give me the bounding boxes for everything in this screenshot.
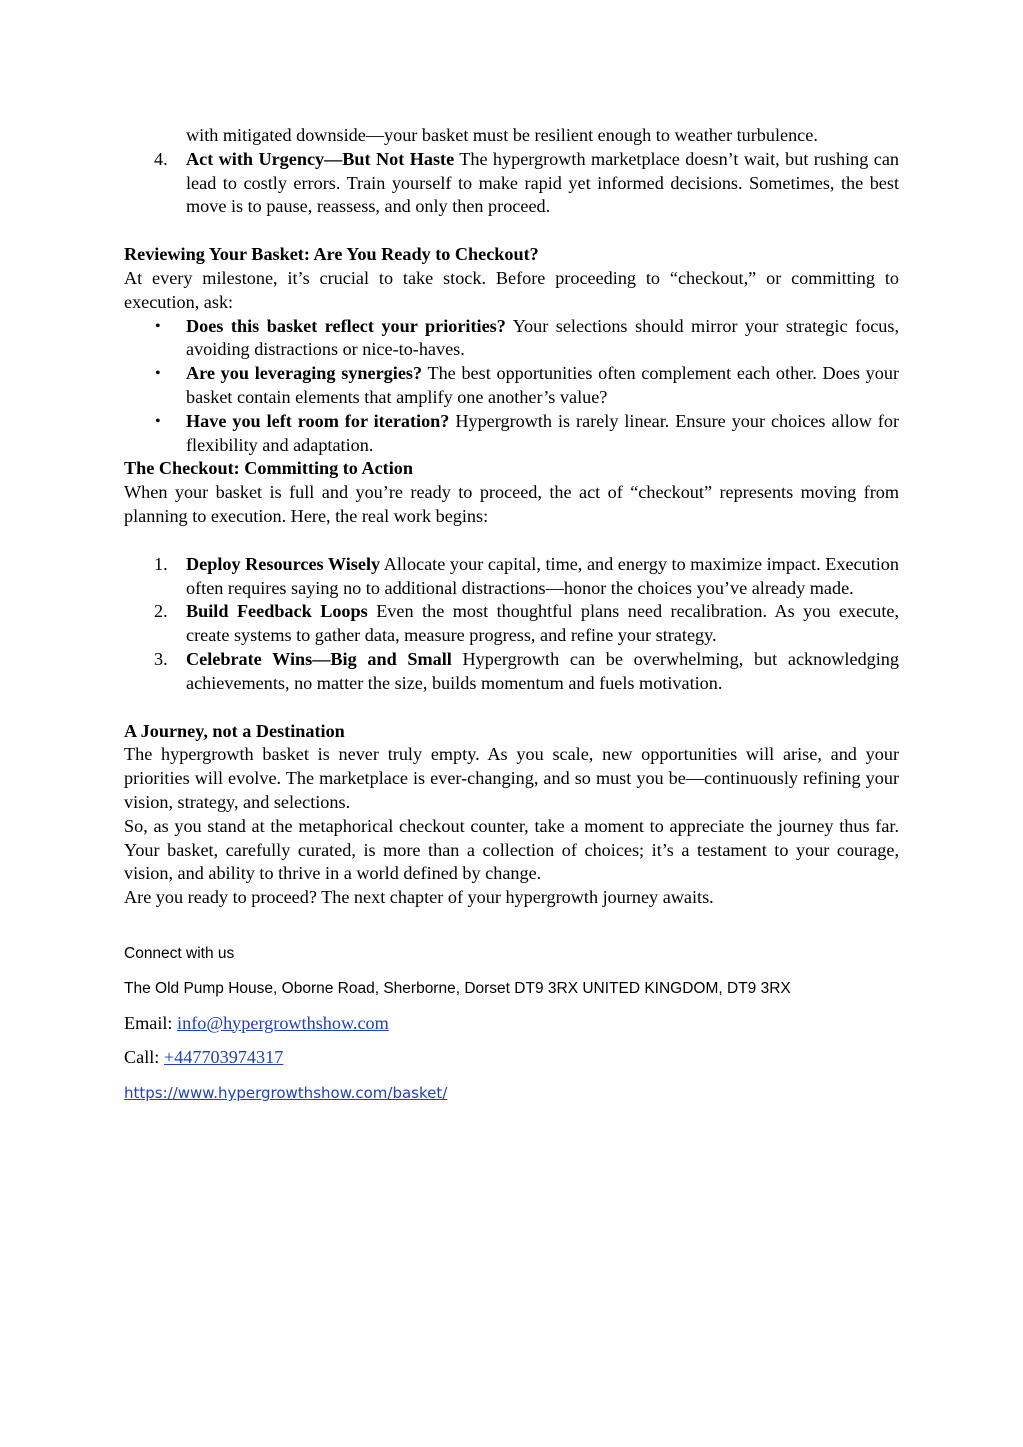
- bullet-text: Your selections should mirror your strategic focus, avoiding distractions or nice-to-haves.: [186, 315, 899, 360]
- bullet-item: [124, 362, 899, 410]
- list-item-text: The hypergrowth marketplace doesn’t wait, but rushing can lead to costly errors. Train yourself to make rapid yet informed decisions. Sometimes, the best move is to pause, reassess, and only then proceed.: [186, 148, 899, 217]
- list-item-deploy-resources: [124, 553, 899, 601]
- review-intro: At every milestone, it’s crucial to take stock. Before proceeding to “checkout,” or committing to execution, ask:: [124, 267, 899, 312]
- contact-title: Connect with us: [124, 944, 235, 962]
- list-item-celebrate-wins: [124, 648, 899, 696]
- section-heading-journey: A Journey, not a Destination: [124, 720, 345, 741]
- phone-link[interactable]: +447703974317: [163, 1047, 284, 1068]
- list-item-text: Hypergrowth can be overwhelming, but acknowledging achievements, no matter the size, builds momentum and fuels motivation.: [186, 648, 899, 693]
- contact-phone-line: [124, 1046, 899, 1070]
- list-item-continuation: [124, 124, 899, 148]
- list-number: 4.: [154, 148, 168, 169]
- list-item-title: Celebrate Wins—Big and Small: [186, 648, 452, 669]
- list-item-feedback-loops: [124, 600, 899, 648]
- journey-paragraph-1: The hypergrowth basket is never truly empty. As you scale, new opportunities will arise, and your priorities will evolve. The marketplace is ever-changing, and so must you be—continuously refining your vision, strategy, and selections.: [124, 744, 899, 812]
- contact-address: The Old Pump House, Oborne Road, Sherborne, Dorset DT9 3RX UNITED KINGDOM, DT9 3RX: [124, 979, 791, 997]
- bullet-title: Does this basket reflect your priorities?: [186, 315, 506, 336]
- list-item-title: Act with Urgency—But Not Haste: [186, 148, 455, 169]
- contact-email-line: [124, 1012, 899, 1036]
- section-heading-review: Reviewing Your Basket: Are You Ready to Checkout?: [124, 244, 539, 265]
- bullet-icon: •: [155, 412, 161, 430]
- bullet-text: Hypergrowth is rarely linear. Ensure your choices allow for flexibility and adaptation.: [186, 410, 900, 455]
- list-item-title: Build Feedback Loops: [186, 601, 368, 622]
- phone-label: Call:: [124, 1047, 164, 1068]
- email-label: Email:: [124, 1012, 178, 1033]
- list-number: 1.: [154, 553, 168, 574]
- list-item-text: Even the most thoughtful plans need recalibration. As you execute, create systems to gather data, measure progress, and refine your strategy.: [186, 601, 899, 646]
- website-link[interactable]: https://www.hypergrowthshow.com/basket/: [124, 1084, 448, 1103]
- bullet-icon: •: [155, 317, 161, 335]
- bullet-item: [124, 410, 899, 458]
- email-link[interactable]: info@hypergrowthshow.com: [177, 1012, 389, 1033]
- list-number: 2.: [154, 601, 168, 622]
- list-item-text: with mitigated downside—your basket must be resilient enough to weather turbulence.: [186, 125, 818, 145]
- checkout-intro: When your basket is full and you’re ready to proceed, the act of “checkout” represents moving from planning to execution. Here, the real work begins:: [124, 482, 899, 526]
- bullet-title: Are you leveraging synergies?: [186, 363, 423, 384]
- bullet-text: The best opportunities often complement each other. Does your basket contain elements that amplify one another’s value?: [186, 363, 900, 407]
- document-page: [124, 124, 899, 1106]
- list-item-title: Deploy Resources Wisely: [186, 553, 381, 574]
- website-line: [124, 1081, 899, 1106]
- list-number: 3.: [154, 648, 168, 669]
- section-heading-checkout: The Checkout: Committing to Action: [124, 458, 413, 479]
- journey-paragraph-2: So, as you stand at the metaphorical checkout counter, take a moment to appreciate the journey thus far. Your basket, carefully curated, is more than a collection of choices; it’s a testament to your courage, vision, and ability to thrive in a world defined by change.: [124, 815, 899, 884]
- list-item-act-with-urgency: [124, 148, 899, 219]
- bullet-icon: •: [155, 365, 161, 383]
- bullet-title: Have you left room for iteration?: [186, 410, 450, 431]
- journey-paragraph-3: Are you ready to proceed? The next chapter of your hypergrowth journey awaits.: [124, 887, 714, 908]
- list-item-text: Allocate your capital, time, and energy to maximize impact. Execution often requires saying no to additional distractions—honor the choices you’ve already made.: [186, 553, 899, 598]
- bullet-item: [124, 315, 899, 363]
